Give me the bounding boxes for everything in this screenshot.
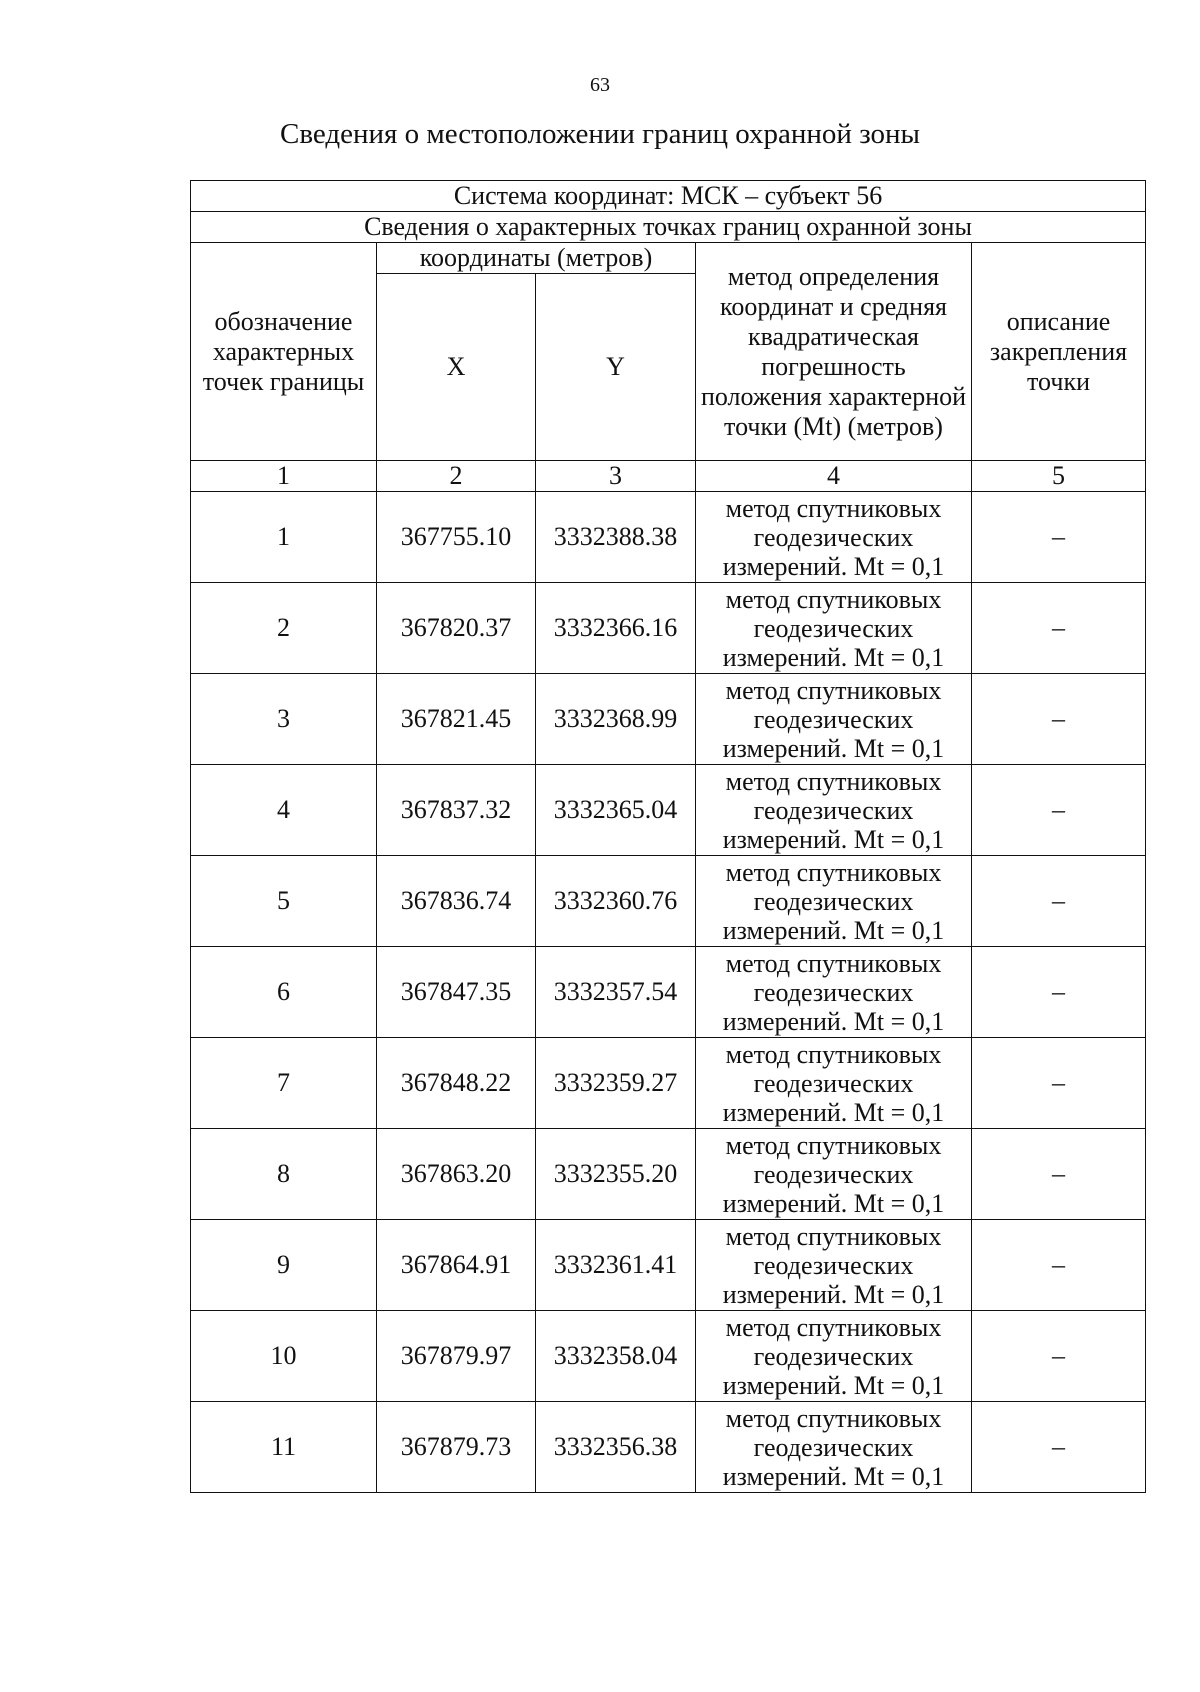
point-number-cell: 8 — [191, 1129, 377, 1220]
point-number-cell: 1 — [191, 492, 377, 583]
y-coordinate-cell: 3332368.99 — [536, 674, 696, 765]
method-cell: метод спутниковых геодезических измерений. Mt = 0,1 — [696, 674, 972, 765]
method-cell: метод спутниковых геодезических измерений. Mt = 0,1 — [696, 492, 972, 583]
header-fixing-description: описание закрепления точки — [972, 243, 1146, 461]
fixing-description-cell: – — [972, 674, 1146, 765]
column-number: 3 — [536, 461, 696, 492]
method-cell: метод спутниковых геодезических измерений. Mt = 0,1 — [696, 1129, 972, 1220]
table-row — [191, 674, 1146, 765]
method-cell: метод спутниковых геодезических измерений. Mt = 0,1 — [696, 765, 972, 856]
header-x: X — [377, 274, 536, 461]
method-cell: метод спутниковых геодезических измерений. Mt = 0,1 — [696, 856, 972, 947]
table-row — [191, 583, 1146, 674]
x-coordinate-cell: 367820.37 — [377, 583, 536, 674]
point-number-cell: 5 — [191, 856, 377, 947]
x-coordinate-cell: 367821.45 — [377, 674, 536, 765]
fixing-description-cell: – — [972, 1402, 1146, 1493]
method-cell: метод спутниковых геодезических измерений. Mt = 0,1 — [696, 1311, 972, 1402]
point-number-cell: 4 — [191, 765, 377, 856]
y-coordinate-cell: 3332366.16 — [536, 583, 696, 674]
y-coordinate-cell: 3332360.76 — [536, 856, 696, 947]
method-cell: метод спутниковых геодезических измерений. Mt = 0,1 — [696, 947, 972, 1038]
table-row — [191, 947, 1146, 1038]
fixing-description-cell: – — [972, 583, 1146, 674]
x-coordinate-cell: 367863.20 — [377, 1129, 536, 1220]
coordinate-system-row — [191, 181, 1146, 212]
y-coordinate-cell: 3332356.38 — [536, 1402, 696, 1493]
method-cell: метод спутниковых геодезических измерений. Mt = 0,1 — [696, 1038, 972, 1129]
point-number-cell: 10 — [191, 1311, 377, 1402]
x-coordinate-cell: 367864.91 — [377, 1220, 536, 1311]
coordinates-table — [190, 180, 1146, 1493]
document-title: Сведения о местоположении границ охранной зоны — [279, 118, 920, 150]
fixing-description-cell: – — [972, 1038, 1146, 1129]
header-coordinates: координаты (метров) — [377, 243, 696, 274]
table-caption-cell: Сведения о характерных точках границ охранной зоны — [191, 212, 1146, 243]
header-y: Y — [536, 274, 696, 461]
y-coordinate-cell: 3332357.54 — [536, 947, 696, 1038]
x-coordinate-cell: 367848.22 — [377, 1038, 536, 1129]
x-coordinate-cell: 367755.10 — [377, 492, 536, 583]
fixing-description-cell: – — [972, 947, 1146, 1038]
table-row — [191, 765, 1146, 856]
x-coordinate-cell: 367879.97 — [377, 1311, 536, 1402]
fixing-description-cell: – — [972, 492, 1146, 583]
column-number-row — [191, 461, 1146, 492]
header-row — [191, 243, 1146, 274]
y-coordinate-cell: 3332355.20 — [536, 1129, 696, 1220]
y-coordinate-cell: 3332361.41 — [536, 1220, 696, 1311]
point-number-cell: 3 — [191, 674, 377, 765]
column-number: 5 — [972, 461, 1146, 492]
fixing-description-cell: – — [972, 1220, 1146, 1311]
coordinate-system-cell: Система координат: МСК – субъект 56 — [191, 181, 1146, 212]
table-row — [191, 856, 1146, 947]
point-number-cell: 9 — [191, 1220, 377, 1311]
table-row — [191, 1129, 1146, 1220]
fixing-description-cell: – — [972, 1129, 1146, 1220]
x-coordinate-cell: 367879.73 — [377, 1402, 536, 1493]
x-coordinate-cell: 367847.35 — [377, 947, 536, 1038]
table-row — [191, 1311, 1146, 1402]
point-number-cell: 6 — [191, 947, 377, 1038]
page-number: 63 — [590, 74, 610, 96]
column-number: 4 — [696, 461, 972, 492]
point-number-cell: 2 — [191, 583, 377, 674]
fixing-description-cell: – — [972, 1311, 1146, 1402]
table-row — [191, 1402, 1146, 1493]
y-coordinate-cell: 3332388.38 — [536, 492, 696, 583]
fixing-description-cell: – — [972, 856, 1146, 947]
point-number-cell: 11 — [191, 1402, 377, 1493]
x-coordinate-cell: 367837.32 — [377, 765, 536, 856]
method-cell: метод спутниковых геодезических измерений. Mt = 0,1 — [696, 1402, 972, 1493]
column-number: 2 — [377, 461, 536, 492]
header-point-designation: обозначение характерных точек границы — [191, 243, 377, 461]
table-caption-row — [191, 212, 1146, 243]
y-coordinate-cell: 3332365.04 — [536, 765, 696, 856]
method-cell: метод спутниковых геодезических измерений. Mt = 0,1 — [696, 583, 972, 674]
header-method: метод определения координат и средняя квадратическая погрешность положения характерной точки (Mt) (метров) — [696, 243, 972, 461]
column-number: 1 — [191, 461, 377, 492]
method-cell: метод спутниковых геодезических измерений. Mt = 0,1 — [696, 1220, 972, 1311]
fixing-description-cell: – — [972, 765, 1146, 856]
y-coordinate-cell: 3332359.27 — [536, 1038, 696, 1129]
table-row — [191, 1220, 1146, 1311]
point-number-cell: 7 — [191, 1038, 377, 1129]
table-row — [191, 492, 1146, 583]
x-coordinate-cell: 367836.74 — [377, 856, 536, 947]
y-coordinate-cell: 3332358.04 — [536, 1311, 696, 1402]
table-row — [191, 1038, 1146, 1129]
